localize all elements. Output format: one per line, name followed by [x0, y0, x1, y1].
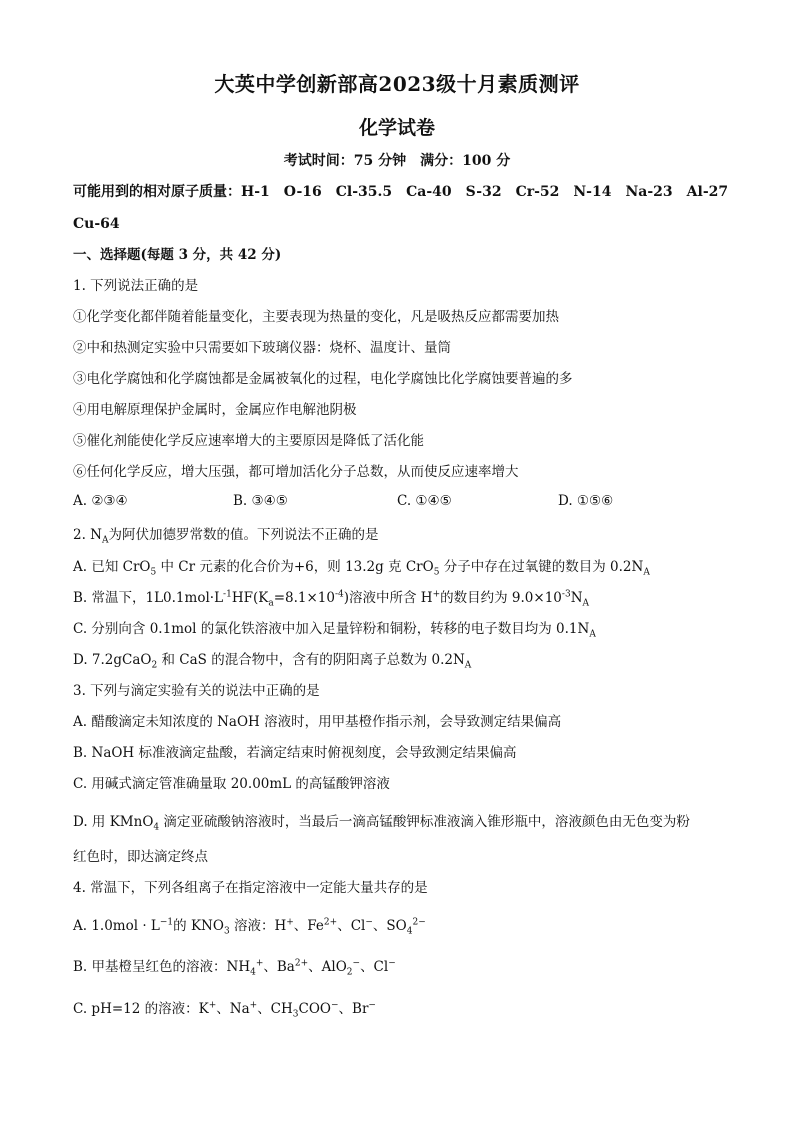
atomic-masses-line2: Cu-64 [73, 216, 120, 232]
exam-title: 大英中学创新部高2023级十月素质测评 [214, 72, 580, 96]
q2-stem: 2. $N_A$为阿伏加德罗常数的值。下列说法不正确的是 [73, 527, 379, 546]
q2-option-a: A. 已知 CrO$_5$ 中 Cr 元素的化合价为+6，则 13.2g 克 CrO$_5$ 分子中存在过氧键的数目为 $0.2N_A$ [73, 559, 650, 578]
q1-option-a: A. ②③④ [73, 493, 128, 509]
q4-option-b: B. 甲基橙呈红色的溶液：$NH_4^+$、$Ba^{2+}$、AlO$_2$−、Cl− [73, 958, 396, 978]
q1-item-1: ①化学变化都伴随着能量变化，主要表现为热量的变化，凡是吸热反应都需要加热 [73, 309, 559, 325]
exam-subject: 化学试卷 [358, 117, 435, 139]
q1-option-c: C. ①④⑤ [397, 493, 452, 509]
atomic-masses-line1: 可能用到的相对原子质量：H-1 O-16 Cl-35.5 Ca-40 S-32 Cr-52 N-14 Na-23 Al-27 [73, 184, 729, 200]
q3-stem: 3. 下列与滴定实验有关的说法中正确的是 [73, 683, 320, 699]
exam-info: 考试时间：75 分钟 满分：100 分 [283, 153, 511, 169]
q1-stem: 1. 下列说法正确的是 [73, 278, 199, 294]
q1-item-5: ⑤催化剂能使化学反应速率增大的主要原因是降低了活化能 [73, 433, 424, 449]
q3-option-d: D. 用 KMnO$_4$ 滴定亚硫酸钠溶液时，当最后一滴高锰酸钾标准液滴入锥形瓶中，溶液颜色由无色变为粉 [73, 814, 690, 833]
q3-option-d-continued: 红色时，即达滴定终点 [73, 849, 208, 865]
q4-option-a: A. $1.0mol \cdot L^{-1}$的 $KNO_3$ 溶液：H+、$Fe^{2+}$、Cl−、$SO_4^{2-}$ [73, 917, 426, 937]
q4-stem: 4. 常温下，下列各组离子在指定溶液中一定能大量共存的是 [73, 880, 428, 896]
q3-option-b: B. NaOH 标准液滴定盐酸，若滴定结束时俯视刻度，会导致测定结果偏高 [73, 745, 517, 761]
q2-option-c: C. 分别向含 0.1mol 的氯化铁溶液中加入足量锌粉和铜粉，转移的电子数目均为 $0.1N_A$ [73, 621, 596, 640]
section-heading: 一、选择题(每题 3 分，共 42 分) [73, 247, 282, 263]
q1-item-2: ②中和热测定实验中只需要如下玻璃仪器：烧杯、温度计、量筒 [73, 340, 451, 356]
q3-option-a: A. 醋酸滴定未知浓度的 NaOH 溶液时，用甲基橙作指示剂，会导致测定结果偏高 [73, 714, 562, 730]
q1-option-d: D. ①⑤⑥ [558, 493, 614, 509]
q1-item-6: ⑥任何化学反应，增大压强，都可增加活化分子总数，从而使反应速率增大 [73, 464, 519, 480]
q2-option-d: D. 7.2gCaO$_2$ 和 CaS 的混合物中，含有的阴阳离子总数为 $0.2N_A$ [73, 652, 472, 671]
q3-option-c: C. 用碱式滴定管准确量取 20.00mL 的高锰酸钾溶液 [73, 776, 390, 792]
q2-option-b: B. 常温下，$1L0.1mol\cdot L^{-1}HF(K_a=8.1\times 10^{-4})$溶液中所含 H+的数目约为 $9.0\times 10^{-3}N_A$ [73, 589, 589, 609]
q4-option-c: C. pH=12 的溶液：K+、Na+、$CH_3COO^-$、Br− [73, 1000, 376, 1020]
q1-item-3: ③电化学腐蚀和化学腐蚀都是金属被氧化的过程，电化学腐蚀比化学腐蚀要普遍的多 [73, 371, 573, 387]
q1-option-b: B. ③④⑤ [233, 493, 288, 509]
q1-item-4: ④用电解原理保护金属时，金属应作电解池阴极 [73, 402, 357, 418]
